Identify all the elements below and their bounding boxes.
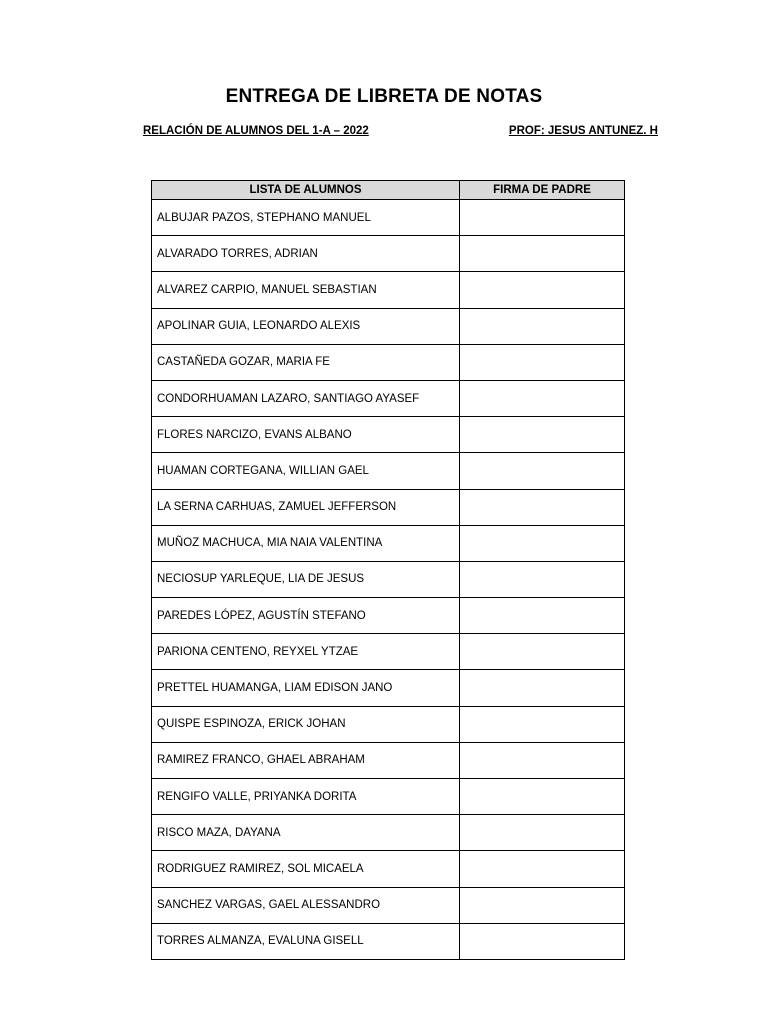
signature-cell — [460, 851, 625, 887]
signature-cell — [460, 308, 625, 344]
table-row — [152, 887, 625, 923]
header-student-list: LISTA DE ALUMNOS — [152, 181, 460, 200]
student-name: FLORES NARCIZO, EVANS ALBANO — [152, 417, 460, 453]
document-title: ENTREGA DE LIBRETA DE NOTAS — [225, 86, 543, 107]
student-signature-table — [151, 180, 625, 960]
table-row — [152, 670, 625, 706]
signature-cell — [460, 815, 625, 851]
signature-cell — [460, 417, 625, 453]
signature-cell — [460, 236, 625, 272]
student-name: MUÑOZ MACHUCA, MIA NAIA VALENTINA — [152, 525, 460, 561]
table-header-row — [152, 181, 625, 200]
student-name: PARIONA CENTENO, REYXEL YTZAE — [152, 634, 460, 670]
table-row — [152, 923, 625, 959]
table-row — [152, 272, 625, 308]
student-name: PRETTEL HUAMANGA, LIAM EDISON JANO — [152, 670, 460, 706]
student-name: SANCHEZ VARGAS, GAEL ALESSANDRO — [152, 887, 460, 923]
signature-cell — [460, 453, 625, 489]
teacher-label: PROF: JESUS ANTUNEZ. H — [508, 125, 658, 137]
table-row — [152, 308, 625, 344]
student-name: QUISPE ESPINOZA, ERICK JOHAN — [152, 706, 460, 742]
signature-cell — [460, 344, 625, 380]
signature-cell — [460, 272, 625, 308]
signature-cell — [460, 742, 625, 778]
class-relation-label: RELACIÓN DE ALUMNOS DEL 1-A – 2022 — [143, 125, 369, 137]
table-row — [152, 634, 625, 670]
table-row — [152, 453, 625, 489]
student-name: RISCO MAZA, DAYANA — [152, 815, 460, 851]
student-name: TORRES ALMANZA, EVALUNA GISELL — [152, 923, 460, 959]
table-row — [152, 815, 625, 851]
signature-cell — [460, 598, 625, 634]
student-name: APOLINAR GUIA, LEONARDO ALEXIS — [152, 308, 460, 344]
student-name: ALBUJAR PAZOS, STEPHANO MANUEL — [152, 200, 460, 236]
signature-cell — [460, 670, 625, 706]
table-row — [152, 200, 625, 236]
table-row — [152, 344, 625, 380]
signature-cell — [460, 706, 625, 742]
student-name: PAREDES LÓPEZ, AGUSTÍN STEFANO — [152, 598, 460, 634]
student-name: CASTAÑEDA GOZAR, MARIA FE — [152, 344, 460, 380]
student-name: RAMIREZ FRANCO, GHAEL ABRAHAM — [152, 742, 460, 778]
signature-cell — [460, 525, 625, 561]
student-name: RENGIFO VALLE, PRIYANKA DORITA — [152, 779, 460, 815]
table-row — [152, 417, 625, 453]
signature-cell — [460, 887, 625, 923]
student-name: HUAMAN CORTEGANA, WILLIAN GAEL — [152, 453, 460, 489]
table-row — [152, 489, 625, 525]
student-name: ALVARADO TORRES, ADRIAN — [152, 236, 460, 272]
table-row — [152, 380, 625, 416]
student-name: RODRIGUEZ RAMIREZ, SOL MICAELA — [152, 851, 460, 887]
signature-cell — [460, 779, 625, 815]
signature-cell — [460, 489, 625, 525]
signature-cell — [460, 634, 625, 670]
signature-cell — [460, 923, 625, 959]
signature-cell — [460, 380, 625, 416]
table-row — [152, 598, 625, 634]
student-name: CONDORHUAMAN LAZARO, SANTIAGO AYASEF — [152, 380, 460, 416]
table-row — [152, 236, 625, 272]
table-row — [152, 561, 625, 597]
student-name: ALVAREZ CARPIO, MANUEL SEBASTIAN — [152, 272, 460, 308]
table-row — [152, 525, 625, 561]
signature-cell — [460, 561, 625, 597]
table-row — [152, 742, 625, 778]
student-name: NECIOSUP YARLEQUE, LIA DE JESUS — [152, 561, 460, 597]
table-row — [152, 851, 625, 887]
student-name: LA SERNA CARHUAS, ZAMUEL JEFFERSON — [152, 489, 460, 525]
signature-cell — [460, 200, 625, 236]
header-parent-signature: FIRMA DE PADRE — [460, 181, 625, 200]
table-row — [152, 706, 625, 742]
table-row — [152, 779, 625, 815]
